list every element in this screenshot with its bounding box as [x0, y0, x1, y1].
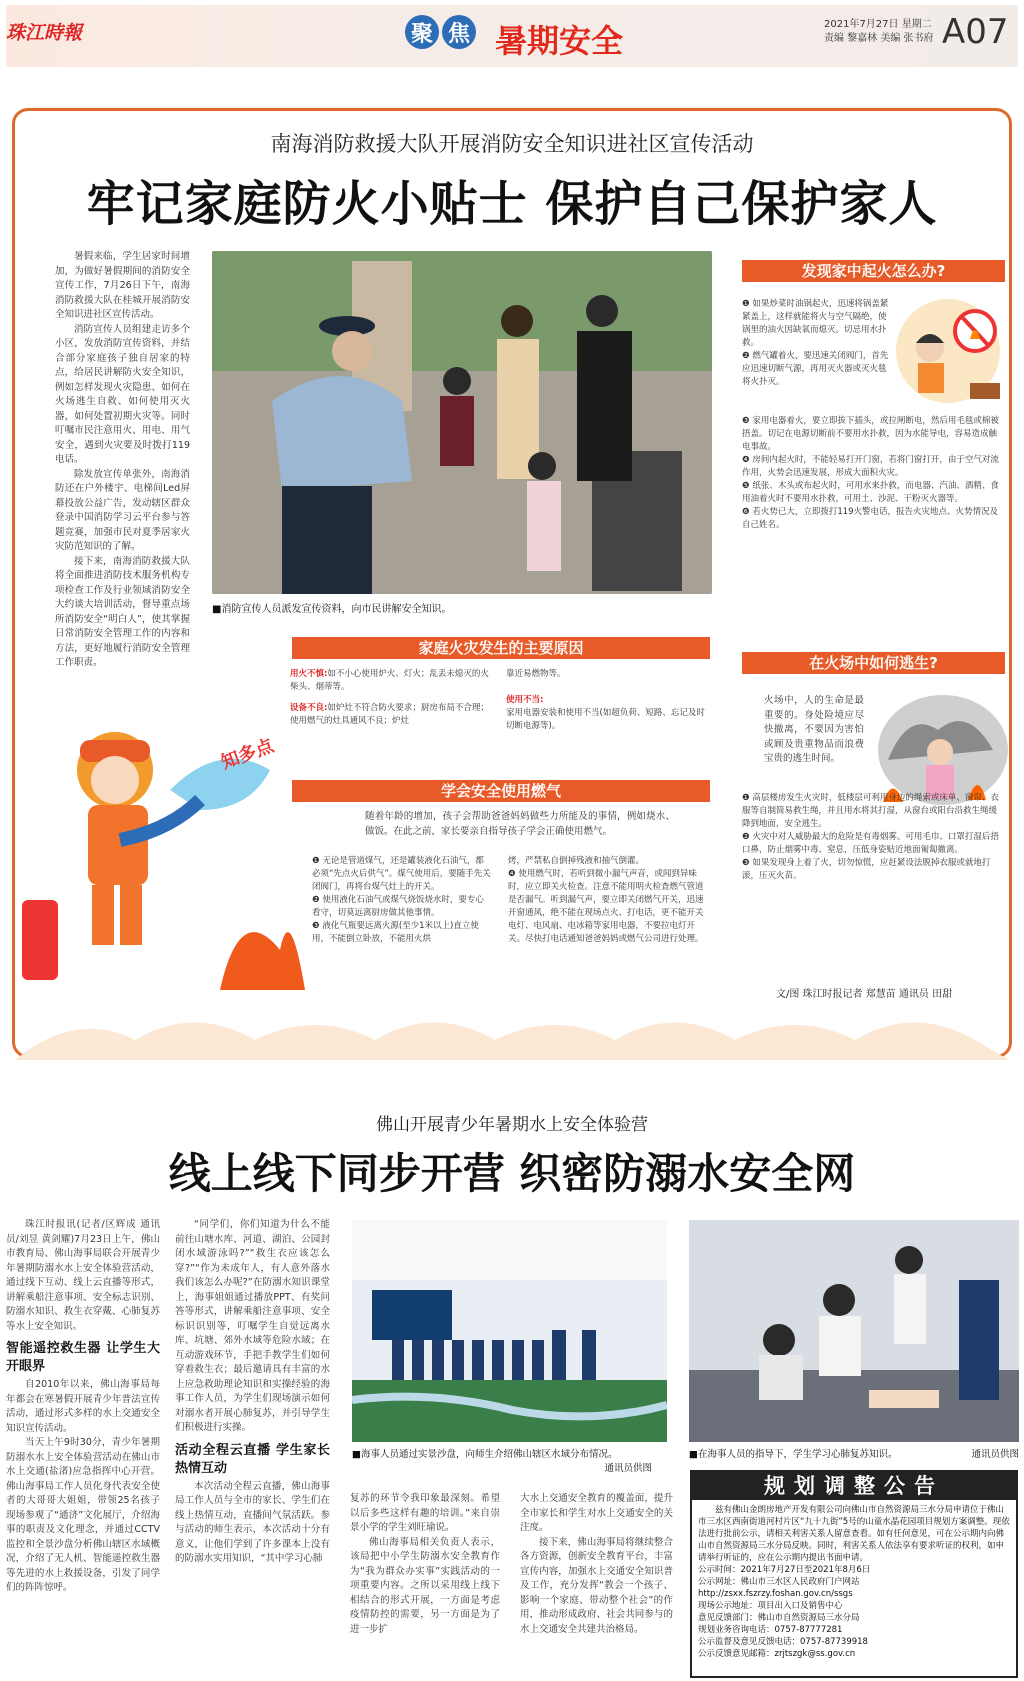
cause-label: 使用不当: — [506, 695, 544, 705]
article2-column-2 — [175, 1218, 330, 1567]
photo-caption — [352, 1446, 672, 1474]
notice-line: 公示时间：2021年7月27日至2021年8月6日 — [698, 1565, 871, 1575]
article2-subhead: 佛山开展青少年暑期水上安全体验营 — [376, 1115, 648, 1135]
notice-body — [692, 1500, 1016, 1664]
photo-caption — [689, 1446, 1019, 1460]
section-banner-gas: 学会安全使用燃气 — [292, 780, 710, 802]
article2-column-1 — [6, 1218, 160, 1596]
notice-title: 规划调整公告 — [692, 1472, 1016, 1500]
newspaper-logo: 珠江時報 — [6, 22, 83, 44]
paragraph: “同学们，你们知道为什么不能前往山塘水库、河道、湖泊、公园封闭水域游泳吗?”“救生衣应该怎么穿?”“作为未成年人，有人意外落水我们该怎么办呢?”在防溺水知识课堂上，海事姐姐通过播放PPT、有奖问答等形式，讲解乘船注意事项、安全标识识别等，叮嘱学生自觉远离水库、坑塘、郊外水域等危险水域；在互动游戏环节，手把手教学生们如何穿着救生衣；最后邀请具有丰富的水上应急救助理论知识和实操经验的海事工作人员，为学生们现场演示如何对溺水者开展心肺复苏，并引导学生们积极进行实操。 — [175, 1219, 330, 1433]
photo-caption: ■消防宣传人员派发宣传资料，向市民讲解安全知识。 — [212, 604, 452, 615]
gas-list-right — [508, 855, 711, 946]
cause-item — [506, 668, 710, 694]
paragraph: 自2010年以来，佛山海事局每年都会在寒暑假开展青少年普法宣传活动，通过形式多样的水上交通安全知识宣传活动。 — [6, 1379, 160, 1434]
photo-credit: 通讯员供图 — [971, 1449, 1019, 1460]
paragraph: 暑假来临，学生居家时间增加，为做好暑假期间的消防安全宣传工作，7月26日下午，南海消防救援大队在桂城开展消防安全知识进社区宣传活动。 — [55, 251, 190, 320]
section-banner-escape: 在火场中如何逃生? — [742, 652, 1005, 674]
sandbox-photo — [352, 1220, 667, 1442]
cpr-photo — [689, 1220, 1019, 1442]
caption-text: ■海事人员通过实景沙盘，向师生介绍佛山辖区水域分布情况。 — [352, 1449, 618, 1460]
focus-char-1: 聚 — [405, 15, 439, 49]
notice-line: 规划业务咨询电话：0757-87777281 — [698, 1625, 843, 1635]
list-item: ❷ 火灾中对人威胁最大的危险是有毒烟雾。可用毛巾、口罩打湿后捂口鼻，防止烟雾中毒、窒息，压低身姿贴近地面匍匐撤离。 — [742, 832, 999, 855]
cause-label: 用火不慎: — [290, 669, 328, 679]
paragraph: 佛山海事局相关负责人表示，该局把中小学生防溺水安全教育作为“我为群众办实事”实践活动的一项重要内容。之所以采用线上线下相结合的形式开展，一方面是考虑疫情防控的需要，另一方面是为了进一步扩 — [350, 1536, 500, 1635]
article2-column-4 — [520, 1492, 673, 1637]
paragraph: 除发放宣传单张外，南海消防还在户外楼宇、电梯间Led屏幕投放公益广告，发动辖区群众登录中国消防学习云平台参与答题竞赛，加强市民对夏季居家火灾防范知识的了解。 — [55, 468, 190, 552]
focus-char-2: 焦 — [442, 15, 476, 49]
issue-date: 2021年7月27日 星期二 — [824, 19, 932, 30]
gas-intro: 随着年龄的增加，孩子会帮助爸爸妈妈做些力所能及的事情，例如烧水、做饭。在此之前，家长要亲自指导孩子学会正确使用燃气。 — [365, 811, 675, 837]
cause-text: 如炉灶不符合防火要求；厨房布局不合理；使用燃气的灶具通风不良；炉灶 — [290, 703, 489, 726]
paragraph: 接下来，南海消防救援大队将全面推进消防技术服务机构专项检查工作及行业领域消防安全大约谈大培训活动，督导重点场所消防安全“明白人”，使其掌握日常消防安全管理工作的内容和方法，更好地履行消防安全管理工作职责。 — [55, 555, 190, 668]
escape-list — [742, 792, 1004, 883]
cause-item — [506, 694, 710, 733]
subheading: 智能遥控救生器 让学生大开眼界 — [6, 1341, 160, 1374]
paragraph: 本次活动全程云直播，佛山海事局工作人员与全市的家长、学生们在线上热情互动，直播间气氛活跃。参与活动的师生表示，本次活动十分有意义，让他们学到了许多课本上没有的防溺水实用知识，“其中学习心肺 — [175, 1480, 330, 1564]
fire-at-home-list — [742, 415, 1004, 532]
list-item: ❺ 纸张、木头或布起火时，可用水来扑救，而电器、汽油、酒精、食用油着火时不要用水扑救，可用土、沙泥、干粉灭火器等。 — [742, 481, 999, 504]
paragraph: 接下来，佛山海事局将继续整合各方资源，创新安全教育平台，丰富宣传内容，加强水上交通安全知识普及工作，充分发挥“教会一个孩子、影响一个家庭、带动整个社会”的作用，推动形成政府、社会共同参与的水上交通安全共建共治格局。 — [520, 1536, 673, 1635]
article1-headline: 牢记家庭防火小贴士 保护自己保护家人 — [86, 176, 938, 232]
list-item: ❹ 使用燃气时，若听到微小漏气声音，或闻到异味时，应立即关火检查。注意不能用明火检查燃气管道是否漏气。听到漏气声，要立即关闭燃气开关，迅速开窗通风，绝不能在现场点火、打电话，更不能开关电灯、电风扇、电冰箱等家用电器，不要拉电灯开关。尽快打电话通知爸爸妈妈或燃气公司进行处理。 — [508, 869, 704, 944]
section-banner-causes: 家庭火灾发生的主要原因 — [292, 637, 710, 659]
notice-email[interactable]: 公示反馈意见邮箱：zrjtszgk@ss.gov.cn — [698, 1649, 856, 1659]
list-item: ❸ 如果发现身上着了火，切勿惊慌，应赶紧设法脱掉衣服或就地打滚，压灭火苗。 — [742, 858, 991, 881]
list-item: ❹ 房间内起火时，不能轻易打开门窗，若将门窗打开，由于空气对流作用，火势会迅速发展，形成大面积火灾。 — [742, 455, 999, 478]
page-number: A07 — [942, 12, 1009, 52]
fire-prevention-illustration — [890, 293, 1008, 413]
list-item: ❶ 高层楼房发生火灾时，低楼层可利用身边的绳索或床单、窗帘、衣服等自制简易救生绳，并且用水将其打湿，从窗台或阳台沿救生绳缓降到地面，安全逃生。 — [742, 793, 999, 829]
list-item: ❷ 使用液化石油气或煤气烧饭烧水时，要专心看守，切莫远离厨房做其他事情。 — [312, 895, 484, 918]
article2-headline: 线上线下同步开营 织密防溺水安全网 — [168, 1149, 856, 1198]
section-title: 暑期安全 — [495, 22, 624, 60]
byline: 文/图 珠江时报记者 郑慧苗 通讯员 田甜 — [776, 989, 953, 1000]
paragraph: 大水上交通安全教育的覆盖面，提升全市家长和学生对水上交通安全的关注度。 — [520, 1493, 673, 1533]
list-item: ❸ 家用电器着火，要立即拔下插头，或拉闸断电，然后用毛毯或棉被捂盖。切记在电源切断前不要用水扑救，因为水能导电，容易造成触电事故。 — [742, 416, 999, 452]
cause-label: 设备不良: — [290, 703, 328, 713]
fireman-illustration — [20, 700, 310, 990]
caption-text: ■在海事人员的指导下，学生学习心肺复苏知识。 — [689, 1449, 898, 1460]
cause-text: 如不小心使用炉火、灯火；乱丢未熄灭的火柴头、烟蒂等。 — [290, 669, 489, 692]
list-item: ❸ 液化气瓶要远离火源(至少1米以上)直立使用，不能倒立卧放，不能用火烘 — [312, 921, 479, 944]
firefighter-photo — [212, 251, 712, 594]
tip-badge: 知多点 — [218, 735, 277, 774]
causes-list — [290, 668, 710, 733]
list-item: ❶ 如果炒菜时油锅起火，迅速将锅盖紧紧盖上，这样就能将火与空气隔绝，使锅里的油火因缺氧而熄灭。切忌用水扑救。 — [742, 299, 889, 348]
subheading: 活动全程云直播 学生家长热情互动 — [175, 1442, 330, 1476]
list-item: ❻ 若火势已大，立即拨打119火警电话，报告火灾地点、火势情况及自己姓名。 — [742, 507, 999, 530]
paragraph: 当天上午9时30分，青少年暑期防溺水水上安全体验营活动在佛山市水上交通(盐渚)应急指挥中心开营。佛山海事局工作人员化身代表安全使者的大哥哥大姐姐，带领25名孩子现场参观了“通济”文化展厅，介绍海事的职责及文化理念，并通过CCTV监控和全景沙盘分析佛山辖区水域概况，介绍了无人机、智能遥控救生器等先进的水上救援设备，引发了同学们的阵阵惊呼。 — [6, 1437, 160, 1593]
editors: 责编 黎嘉林 美编 张书府 — [824, 33, 934, 44]
planning-notice — [690, 1470, 1018, 1678]
list-item: ❷ 燃气罐着火，要迅速关闭阀门，首先应迅速切断气源，再用灭火器或灭火毯将火扑灭。 — [742, 351, 889, 387]
article1-body — [55, 250, 190, 671]
fire-at-home-list-top — [742, 298, 890, 389]
cause-text: 靠近易燃物等。 — [506, 669, 566, 679]
notice-line: 现场公示地址：项目出入口及销售中心 — [698, 1601, 843, 1611]
list-item: 烤，严禁私自倒掉残液和抽气倒灌。 — [508, 856, 645, 866]
notice-line: 意见反馈部门：佛山市自然资源局三水分局 — [698, 1613, 860, 1623]
gas-list-left — [312, 855, 492, 946]
notice-paragraph: 兹有佛山金朗房地产开发有限公司向佛山市自然资源局三水分局申请位于佛山市三水区西南街道河村片区“九十九街”5号的山童水晶花园项目规划方案调整。现依法进行批前公示，请相关利害关系人留意查看。如有任何意见，可在公示期内向佛山市自然资源局三水分局反映。同时，利害关系人依法享有要求听证的权利，如申请举行听证的，应在公示期内提出书面申请。 — [698, 1505, 1010, 1563]
paragraph: 消防宣传人员组建走访多个小区，发放消防宣传资料，并结合部分家庭孩子独自居家的特点，给居民讲解防火安全知识，例如怎样发现火灾隐患、如何在火场逃生自救、如何使用灭火器，如何处置初期火灾等。同时叮嘱市民注意用火、用电、用气安全，遇到火灾要及时拨打119电话。 — [55, 323, 190, 465]
paragraph: 珠江时报讯(记者/区辉成 通讯员/刘昱 黄剑耀)7月23日上午，佛山市教育局、佛山海事局联合开展青少年暑期防溺水水上安全体验营活动，通过线下互动、线上云直播等形式，讲解乘船注意事项、安全标志识别、防溺水知识、救生衣穿戴、心肺复苏等水上安全知识。 — [6, 1219, 160, 1332]
date-line — [824, 18, 934, 46]
section-banner-fire-at-home: 发现家中起火怎么办? — [742, 260, 1005, 282]
article1-subhead: 南海消防救援大队开展消防安全知识进社区宣传活动 — [270, 132, 754, 156]
photo-credit: 通讯员供图 — [604, 1463, 652, 1474]
focus-badge — [405, 15, 479, 49]
cause-item — [290, 702, 494, 733]
cause-text: 家用电器安装和使用不当(如超负荷、短路、忘记及时切断电源等)。 — [506, 708, 705, 731]
notice-line: 公示网址：佛山市三水区人民政府门户网站 — [698, 1577, 860, 1587]
notice-line: 公示监督及意见反馈电话：0757-87739918 — [698, 1637, 868, 1647]
notice-link[interactable]: http://zsxx.fszrzy.foshan.gov.cn/ssgs — [698, 1589, 853, 1599]
escape-intro: 火场中，人的生命是最重要的。身处险境应尽快撤离，不要因为害怕或顾及贵重物品而浪费宝贵的逃生时间。 — [764, 695, 864, 764]
cause-item — [290, 668, 494, 694]
list-item: ❶ 无论是管道煤气，还是罐装液化石油气，都必须“先点火后供气”。煤气使用后，要随手先关闭阀门，再将台煤气灶上的开关。 — [312, 856, 491, 892]
paragraph: 复苏的环节令我印象最深刻。希望以后多些这样有趣的培训。”来自崇景小学的学生刘旺瑜说。 — [350, 1493, 500, 1533]
decorative-clouds — [15, 1000, 1009, 1060]
article2-column-3 — [350, 1492, 500, 1637]
